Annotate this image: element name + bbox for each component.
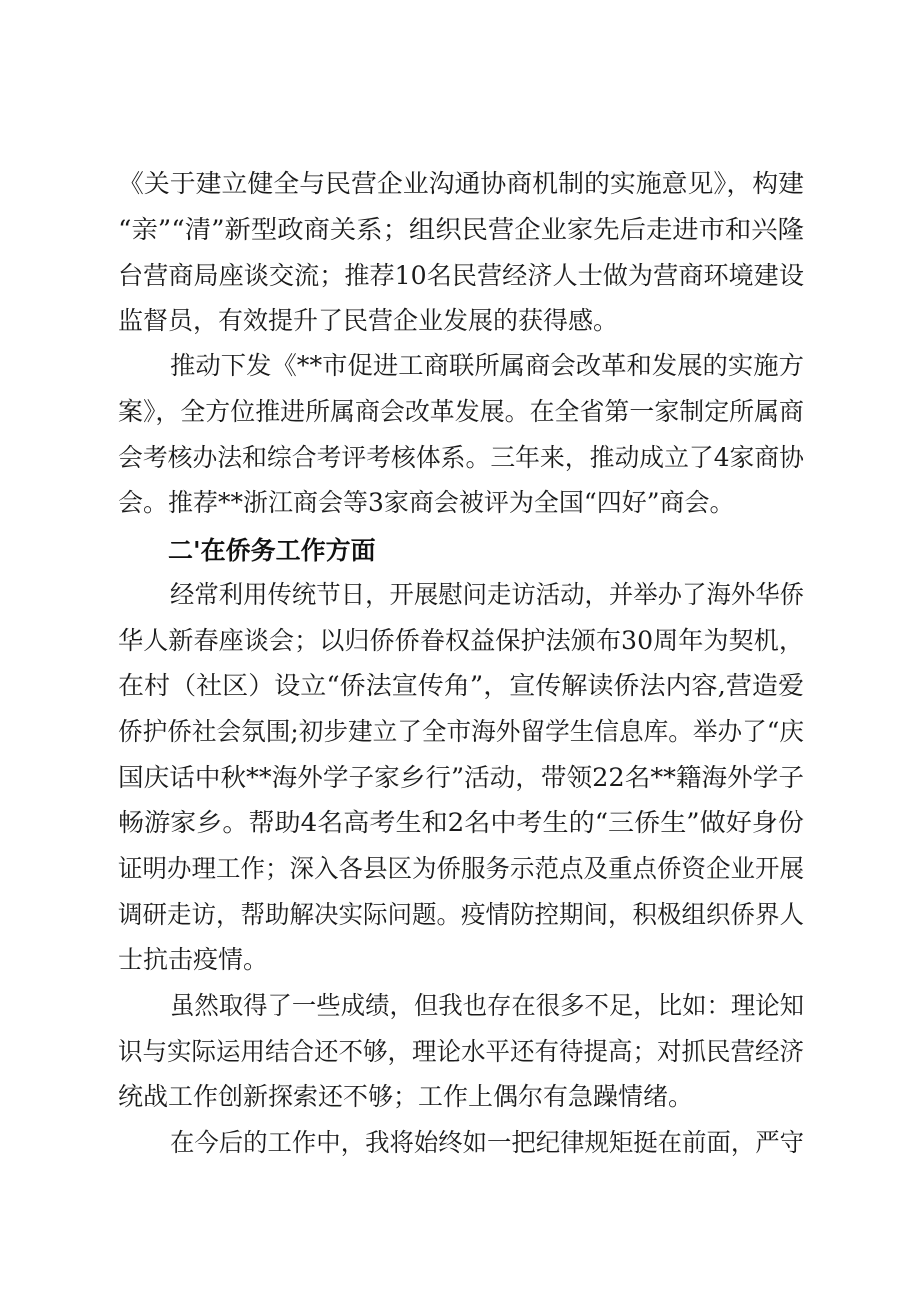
body-line: 推动下发《**市促进工商联所属商会改革和发展的实施方 (170, 351, 804, 380)
section-heading: 二'在侨务工作方面 (168, 536, 376, 565)
body-line: 台营商局座谈交流；推荐10名民营经济人士做为营商环境建设 (118, 261, 804, 290)
body-line: 《关于建立健全与民营企业沟通协商机制的实施意见》，构建 (118, 169, 804, 198)
body-line: 在村（社区）设立“侨法宣传角”，宣传解读侨法内容,营造爱 (118, 671, 804, 700)
body-line: 识与实际运用结合还不够，理论水平还有待提高；对抓民营经济 (118, 1037, 804, 1066)
body-line: 会。推荐**浙江商会等3家商会被评为全国“四好”商会。 (118, 488, 735, 517)
body-line: 监督员，有效提升了民营企业发展的获得感。 (118, 306, 619, 335)
body-line: 案》，全方位推进所属商会改革发展。在全省第一家制定所属商 (118, 397, 804, 426)
body-line: 经常利用传统节日，开展慰问走访活动，并举办了海外华侨 (170, 580, 804, 609)
body-line: 华人新春座谈会；以归侨侨眷权益保护法颁布30周年为契机， (118, 626, 804, 655)
body-line: 统战工作创新探索还不够；工作上偶尔有急躁情绪。 (118, 1082, 694, 1111)
body-line: 侨护侨社会氛围;初步建立了全市海外留学生信息库。举办了“庆 (118, 717, 804, 746)
body-line: “亲”“清”新型政商关系；组织民营企业家先后走进市和兴隆 (118, 215, 804, 244)
body-line: 畅游家乡。帮助4名高考生和2名中考生的“三侨生”做好身份 (118, 808, 804, 837)
body-line: 在今后的工作中，我将始终如一把纪律规矩挺在前面，严守 (170, 1128, 804, 1157)
body-line: 证明办理工作；深入各县区为侨服务示范点及重点侨资企业开展 (118, 854, 804, 883)
body-line: 会考核办法和综合考评考核体系。三年来，推动成立了4家商协 (118, 443, 804, 472)
body-line: 国庆话中秋**海外学子家乡行”活动，带领22名**籍海外学子 (118, 763, 804, 792)
body-line: 士抗击疫情。 (118, 945, 269, 974)
body-line: 调研走访，帮助解决实际问题。疫情防控期间，积极组织侨界人 (118, 900, 804, 929)
body-line: 虽然取得了一些成绩，但我也存在很多不足，比如：理论知 (170, 991, 804, 1020)
